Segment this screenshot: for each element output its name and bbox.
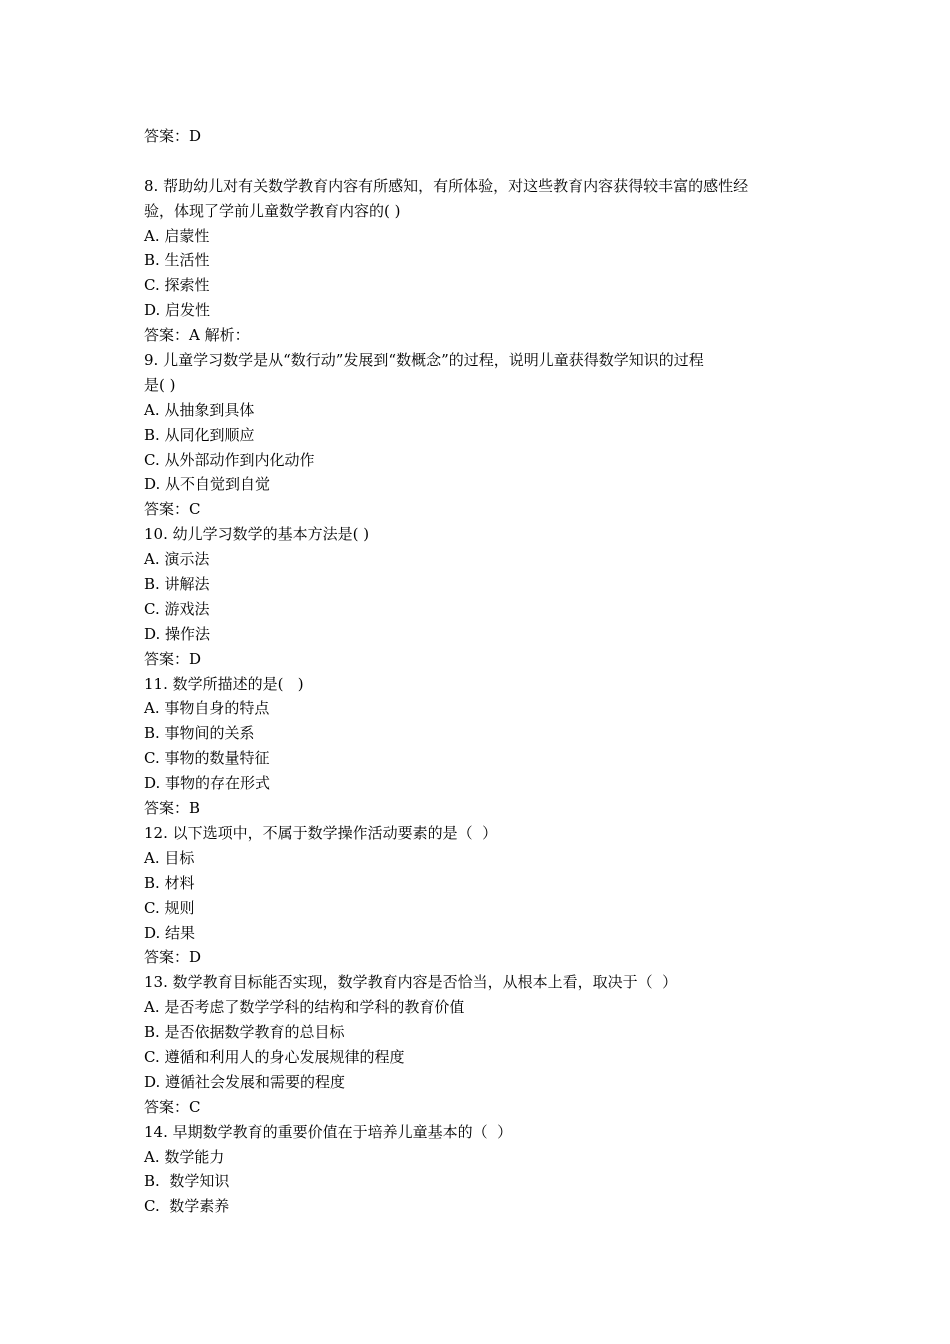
blank-line: [144, 149, 810, 174]
question-stem: 9. 儿童学习数学是从“数行动”发展到“数概念”的过程，说明儿童获得数学知识的过程: [144, 351, 704, 370]
answer-line: 答案：D: [144, 649, 202, 668]
option-line: D. 操作法: [144, 624, 211, 643]
question-stem: 验，体现了学前儿童数学教育内容的( ): [144, 201, 401, 220]
option-line: C. 探索性: [144, 276, 210, 295]
answer-line: 答案：C: [144, 1097, 201, 1116]
question-stem: 13. 数学教育目标能否实现，数学教育内容是否恰当，从根本上看，取决于（ ）: [144, 973, 678, 992]
answer-line: 答案：C: [144, 500, 201, 519]
option-line: C. 遵循和利用人的身心发展规律的程度: [144, 1047, 405, 1066]
option-line: A. 启蒙性: [144, 226, 210, 245]
option-line: C. 事物的数量特征: [144, 749, 270, 768]
option-line: A. 目标: [144, 848, 195, 867]
question-block: [144, 672, 810, 821]
option-line: B. 事物间的关系: [144, 724, 255, 743]
question-stem: 12. 以下选项中，不属于数学操作活动要素的是（ ）: [144, 823, 498, 842]
option-line: C. 规则: [144, 898, 195, 917]
option-line: A. 事物自身的特点: [144, 699, 270, 718]
answer-line: 答案：D: [144, 948, 202, 967]
option-line: B. 从同化到顺应: [144, 425, 255, 444]
option-line: B. 是否依据数学教育的总目标: [144, 1023, 345, 1042]
question-block: [144, 1120, 810, 1220]
option-line: A. 是否考虑了数学学科的结构和学科的教育价值: [144, 998, 465, 1017]
question-stem: 14. 早期数学教育的重要价值在于培养儿童基本的（ ）: [144, 1122, 513, 1141]
option-line: A. 演示法: [144, 550, 210, 569]
option-line: B. 材料: [144, 873, 195, 892]
option-line: A. 从抽象到具体: [144, 400, 255, 419]
option-line: D. 事物的存在形式: [144, 774, 271, 793]
question-stem: 11. 数学所描述的是( ): [144, 674, 304, 693]
question-block: [144, 522, 810, 671]
option-line: A. 数学能力: [144, 1147, 225, 1166]
answer-line: 答案：D: [144, 127, 202, 145]
document-page: [144, 124, 810, 1219]
option-line: D. 启发性: [144, 301, 211, 320]
option-line: B. 数学知识: [144, 1172, 230, 1191]
option-line: D. 从不自觉到自觉: [144, 475, 271, 494]
option-line: D. 遵循社会发展和需要的程度: [144, 1072, 346, 1091]
question-block: [144, 348, 810, 522]
answer-line: 答案：B: [144, 799, 201, 818]
question-block: [144, 821, 810, 970]
option-line: C. 游戏法: [144, 599, 210, 618]
option-line: B. 生活性: [144, 251, 210, 270]
answer-line: 答案：A 解析：: [144, 326, 250, 345]
question-stem: 8. 帮助幼儿对有关数学教育内容有所感知，有所体验，对这些教育内容获得较丰富的感性经: [144, 176, 749, 195]
option-line: B. 讲解法: [144, 575, 210, 594]
option-line: D. 结果: [144, 923, 196, 942]
question-stem: 10. 幼儿学习数学的基本方法是( ): [144, 525, 370, 544]
option-line: C. 数学素养: [144, 1197, 230, 1216]
question-block: [144, 174, 810, 348]
option-line: C. 从外部动作到内化动作: [144, 450, 315, 469]
question-block: [144, 970, 810, 1119]
question-stem: 是( ): [144, 375, 176, 394]
